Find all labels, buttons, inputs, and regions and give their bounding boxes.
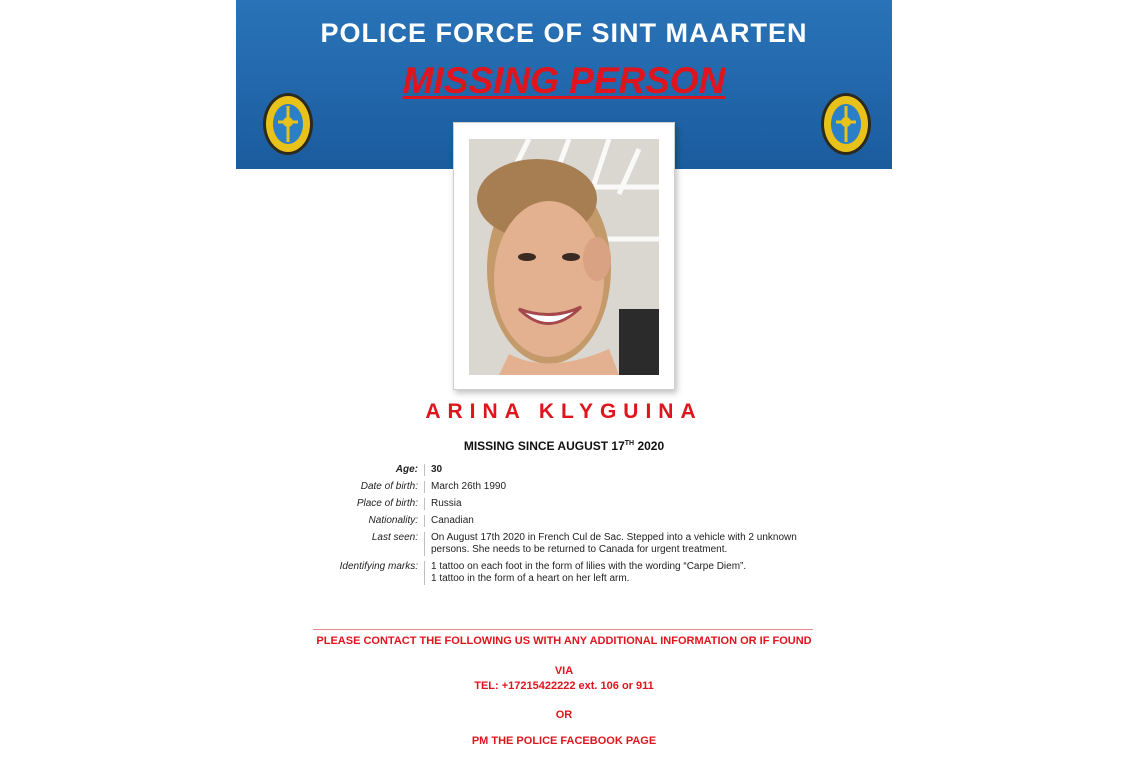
detail-label: Identifying marks: <box>310 561 425 585</box>
detail-row-birthplace <box>310 498 830 510</box>
person-name: ARINA KLYGUINA <box>425 400 703 423</box>
identifying-mark-1: 1 tattoo on each foot in the form of lilies with the wording “Carpe Diem”. <box>431 561 747 572</box>
photo-frame <box>453 122 675 390</box>
missing-person-poster <box>236 0 892 760</box>
contact-instructions: PLEASE CONTACT THE FOLLOWING US WITH ANY ADDITIONAL INFORMATION OR IF FOUND <box>316 635 812 647</box>
detail-value <box>425 561 821 585</box>
contact-telephone: TEL: +17215422222 ext. 106 or 911 <box>474 680 654 692</box>
contact-facebook: PM THE POLICE FACEBOOK PAGE <box>471 735 657 747</box>
detail-label: Nationality: <box>310 515 425 527</box>
detail-row-nationality <box>310 515 830 527</box>
detail-label: Date of birth: <box>310 481 425 493</box>
detail-value: March 26th 1990 <box>431 481 507 492</box>
detail-value: On August 17th 2020 in French Cul de Sac. Stepped into a vehicle with 2 unknown persons. She needs to be returned to Canada for urgent treatment. <box>431 532 797 555</box>
banner-title: POLICE FORCE OF SINT MAARTEN <box>320 18 808 48</box>
detail-label: Last seen: <box>310 532 425 556</box>
details-table <box>310 464 830 590</box>
detail-value: Canadian <box>431 515 474 526</box>
missing-since: MISSING SINCE AUGUST 17TH 2020 <box>463 439 665 453</box>
police-badge-icon <box>820 92 872 156</box>
detail-value: Russia <box>431 498 462 509</box>
divider <box>313 629 813 630</box>
person-photo <box>469 139 659 375</box>
contact-via: VIA <box>554 665 574 677</box>
contact-or: OR <box>555 709 573 721</box>
detail-label: Age: <box>310 464 425 476</box>
identifying-mark-2: 1 tattoo in the form of a heart on her left arm. <box>431 573 630 584</box>
detail-label: Place of birth: <box>310 498 425 510</box>
detail-row-age <box>310 464 830 476</box>
detail-value: 30 <box>431 464 443 475</box>
banner-subtitle: MISSING PERSON <box>402 60 726 101</box>
police-badge-icon <box>262 92 314 156</box>
detail-row-identifying-marks <box>310 561 830 585</box>
detail-row-last-seen <box>310 532 830 556</box>
detail-row-dob <box>310 481 830 493</box>
